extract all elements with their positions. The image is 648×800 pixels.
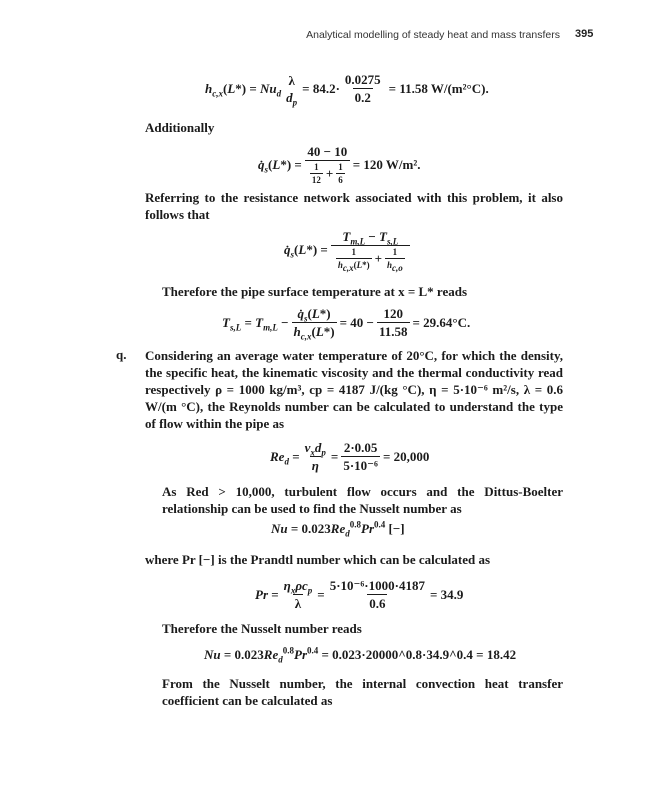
equation-hc-x	[205, 72, 489, 108]
eq3-den	[331, 245, 410, 273]
equation-qs-symbolic	[284, 229, 413, 273]
eq1-frac-lambda-dp	[284, 72, 299, 108]
paragraph-referring: Referring to the resistance network associated with this problem, it also follows that	[145, 190, 563, 222]
eq2-six: 6	[338, 175, 343, 185]
equation-dittus-boelter	[271, 521, 405, 537]
eq2-den	[305, 160, 350, 185]
eq4-lhs: $T_{s,L} = T_{m,L}$ −	[222, 314, 289, 333]
eq8-lhs: $Nu = 0.023Re_d^{0.8}Pr^{0.4}$	[204, 645, 319, 665]
eq3-frac-hcx	[336, 247, 372, 273]
eq3-plus: +	[374, 251, 382, 266]
eq3-hco: $h_{c,o}$	[387, 260, 403, 273]
eq4-sym-num: $q̇_s(L*)$	[297, 306, 331, 324]
eq2-one-b: 1	[338, 162, 343, 172]
eq5-den: 5·10⁻⁶	[343, 458, 378, 473]
eq1-num: 0.0275	[344, 72, 381, 87]
eq2-result: = 120 W/m².	[352, 156, 421, 172]
eq7-num: 5·10⁻⁶·1000·4187	[329, 578, 425, 593]
eq5-eq: =	[330, 448, 339, 464]
eq1-lambda: λ	[288, 72, 295, 88]
eq7-sym-num: $\eta_x\rho c_p$	[283, 578, 313, 596]
eq1-lhs: $h_{c,x}(L*) = Nu_d$	[205, 80, 282, 99]
eq7-frac-values	[328, 578, 427, 611]
page-number: 395	[575, 28, 594, 40]
eq3-frac-hco	[385, 247, 405, 273]
eq8-mid: = 0.023·20000^0.8·34.9^0.4 = 18.42	[321, 647, 517, 662]
eq7-frac-symbolic	[282, 578, 315, 611]
eq2-frac-1-6	[336, 162, 345, 185]
eq2-plus: +	[325, 166, 334, 181]
eq4-num: 120	[383, 306, 403, 321]
eq1-frac-values	[343, 72, 383, 105]
eq3-frac	[331, 229, 410, 273]
eq4-den: 11.58	[378, 324, 408, 339]
eq1-dp: $d_p$	[286, 89, 298, 108]
eq4-sym-den: $h_{c,x}(L*)$	[293, 324, 335, 342]
eq2-num: 40 − 10	[307, 144, 348, 159]
eq7-lhs: Pr =	[255, 586, 279, 602]
equation-reynolds	[270, 440, 429, 473]
eq6-content: $Nu = 0.023Re_d^{0.8}Pr^{0.4}$ [−]	[271, 519, 405, 539]
eq1-coef: = 84.2·	[302, 80, 340, 96]
eq2-lhs: $q̇_s(L*)$ =	[258, 156, 302, 175]
eq7-sym-den: λ	[294, 596, 302, 611]
eq5-sym-den: η	[311, 458, 319, 473]
eq1-den: 0.2	[354, 90, 371, 105]
paragraph-where-pr: where Pr [−] is the Prandtl number which can be calculated as	[145, 552, 491, 567]
running-header-title: Analytical modelling of steady heat and mass transfers	[306, 29, 560, 41]
paragraph-from-nu: From the Nusselt number, the internal convection heat transfer coefficient can be calculated as	[162, 676, 563, 708]
eq5-sym-num: $v_xd_p$	[304, 440, 326, 458]
item-q-label: q.	[116, 347, 127, 362]
eq2-frac	[305, 144, 350, 185]
eq4-mid: = 40 −	[339, 314, 374, 330]
eq2-one-a: 1	[314, 162, 319, 172]
eq5-frac-symbolic	[303, 440, 328, 473]
eq2-frac-1-12	[310, 162, 323, 185]
eq2-twelve: 12	[311, 175, 321, 185]
eq3-hcx: $h_{c,x}(L*)$	[337, 260, 370, 273]
eq7-result: = 34.9	[429, 586, 464, 602]
eq4-result: = 29.64°C.	[412, 314, 471, 330]
paragraph-therefore-nu: Therefore the Nusselt number reads	[162, 621, 362, 636]
equation-nusselt-value	[204, 647, 516, 663]
paragraph-as-red: As Red > 10,000, turbulent flow occurs and the Dittus-Boelter relationship can be used to find the Nusselt number as	[162, 484, 563, 516]
eq5-result: = 20,000	[382, 448, 430, 464]
eq5-num: 2·0.05	[343, 440, 378, 455]
equation-surface-temperature	[222, 306, 471, 342]
eq7-den: 0.6	[369, 596, 386, 611]
equation-qs-value	[258, 144, 421, 185]
eq5-frac-values	[341, 440, 380, 473]
eq3-one-b: 1	[392, 247, 398, 257]
paragraph-additionally: Additionally	[145, 120, 215, 135]
eq4-frac-values	[377, 306, 410, 339]
eq7-eq: =	[317, 586, 325, 602]
item-q-text: Considering an average water temperature of 20°C, for which the density, the specific heat, the kinematic viscosity and the thermal conductivity read respectively ρ = 1000 kg/m³, cp = 4187 J/(kg °C), η = 5·10⁻⁶ m²/s, λ = 0.6 W/(m °C), the Reynolds number can be calculated to understand the type of flow within the pipe as	[145, 348, 563, 431]
equation-prandtl	[255, 578, 463, 611]
eq3-lhs: $q̇_s(L*)$ =	[284, 241, 328, 260]
eq1-result: = 11.58 W/(m²°C).	[388, 80, 489, 96]
eq3-num: $T_{m,L} - T_{s,L}$	[342, 229, 399, 247]
eq5-lhs: $Re_d$ =	[270, 448, 300, 467]
eq3-one-a: 1	[351, 247, 356, 257]
paragraph-therefore-surface: Therefore the pipe surface temperature at x = L* reads	[162, 284, 468, 299]
eq4-frac-symbolic	[292, 306, 337, 342]
